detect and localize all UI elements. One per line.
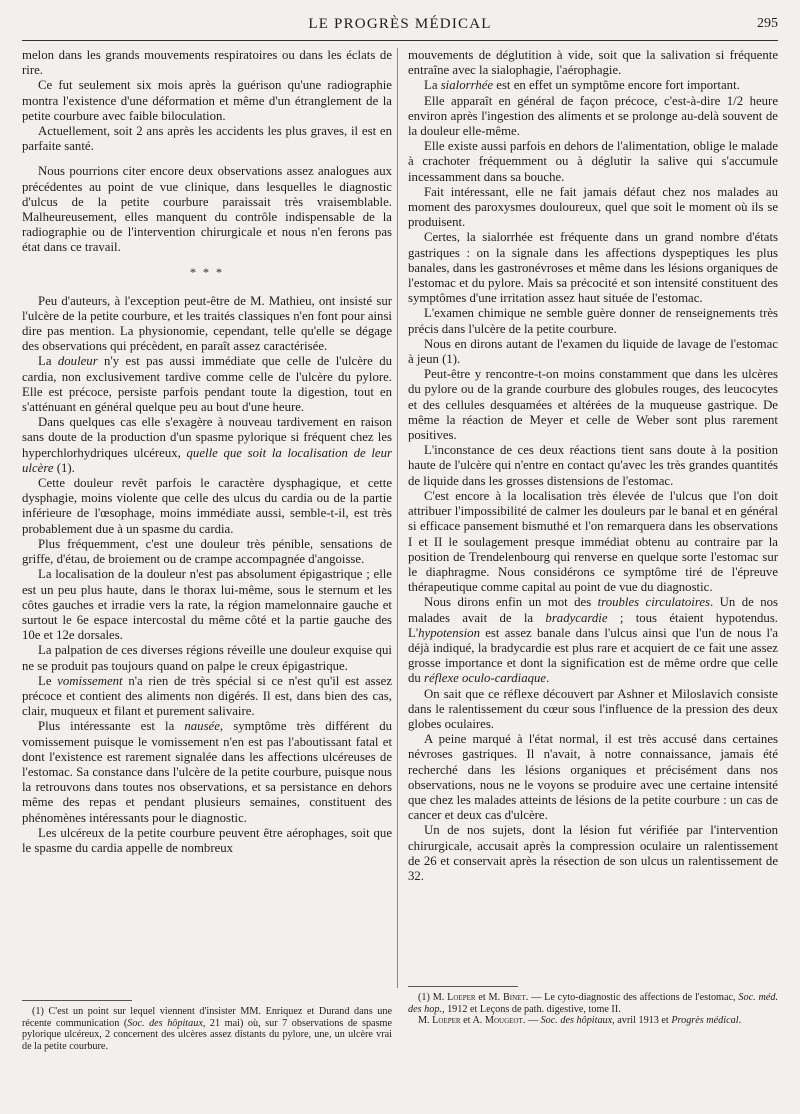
footnote: (1) M. Loeper et M. Binet. — Le cyto-diagnostic des affections de l'estomac, Soc. méd. des hop., 1912 et Leçons de path. digestive, tome II.	[408, 992, 778, 1015]
paragraph: Dans quelques cas elle s'exagère à nouveau tardivement en raison sans doute de la production d'un spasme pylorique si fréquent chez les hyperchlorhydriques ulcéreux, quelle que soit la localisation de leur ulcère (1).	[22, 415, 392, 475]
footnote-rule	[22, 1000, 132, 1001]
emphasis: réflexe oculo-cardiaque	[424, 671, 547, 686]
paragraph: Nous en dirons autant de l'examen du liquide de lavage de l'estomac à jeun (1).	[408, 336, 778, 367]
footnote: M. Loeper et A. Mougeot. — Soc. des hôpitaux, avril 1913 et Progrès médical.	[418, 1015, 742, 1026]
paragraph: La palpation de ces diverses régions réveille une douleur exquise qui ne se produit pas toujours quand on palpe le creux épigastrique.	[22, 643, 392, 673]
paragraph: Peu d'auteurs, à l'exception peut-être de M. Mathieu, ont insisté sur l'ulcère de la petite courbure, et les traités classiques n'en font pour ainsi dire pas mention. La physionomie, cependant, telle qu'elle se dégage des observations qui précèdent, en paraît assez caractérisée.	[22, 293, 392, 354]
header-rule	[22, 40, 778, 41]
paragraph: A peine marqué à l'état normal, il est très accusé dans certaines névroses gastriques. Il n'avait, à notre connaissance, jamais été recherché dans les lésions organiques et précisément dans nos observations, nous ne le voyons se produire avec une certaine intensité que chez les malades atteints de lésions de la petite courbure : un cas de cancer et deux cas d'ulcère.	[408, 732, 778, 823]
page-header	[22, 16, 778, 38]
paragraph: C'est encore à la localisation très élevée de l'ulcus que l'on doit attribuer l'impossibilité de calmer les douleurs par le banal et en général si efficace pansement bismuthé et l'on remarquera dans les observations I et II le soulagement presque immédiat obtenu au contraire par la position de Trendelenbourg qui renverse en quelque sorte l'estomac sur le diaphragme. Nous considérons ce symptôme tiré de l'épreuve thérapeutique comme capital au point de vue du diagnostic.	[408, 488, 778, 595]
paragraph: Plus intéressante est la nausée, symptôme très différent du vomissement puisque le vomissement n'en est pas l'aboutissant fatal et dont l'existence est rarement signalée dans les affections ulcéreuses de l'estomac. Sa constance dans l'ulcère de la petite courbure, puisque nous la retrouvons dans toutes nos observations, et sa persistance en dehors même des repas et pendant plusieurs semaines, constituent des phénomènes intéressants pour le diagnostic.	[22, 719, 392, 825]
right-footnotes	[408, 992, 778, 1027]
paragraph: mouvements de déglutition à vide, soit que la salivation si fréquente entraîne avec la sialophagie, l'aérophagie.	[408, 48, 778, 78]
paragraph: Un de nos sujets, dont la lésion fut vérifiée par l'intervention chirurgicale, accusait après la compression oculaire un ralentissement de 26 et conservait après la résection de son ulcus un ralentissement de 32.	[408, 823, 778, 883]
emphasis: bradycardie	[545, 610, 608, 625]
left-column	[22, 48, 392, 856]
section-asterism: * * *	[190, 264, 224, 279]
paragraph: Certes, la sialorrhée est fréquente dans un grand nombre d'états gastriques : on la signale dans les affections dyspeptiques les plus banales, dans les gastronévroses et même dans les lésions organiques de l'estomac et du pylore. Mais sa précocité et son intensité constituent des symptômes d'une irritation assez haut située de l'estomac.	[408, 230, 778, 306]
emphasis: quelle que soit la localisation de leur ulcère	[22, 445, 392, 475]
paragraph: Le vomissement n'a rien de très spécial si ce n'est qu'il est assez précoce et contient des aliments non digérés. Il est, dans bien des cas, clair, muqueux et filant et purement salivaire.	[22, 673, 392, 719]
paragraph: Fait intéressant, elle ne fait jamais défaut chez nos malades au moment des paroxysmes douloureux, quel que soit le moment où ils se produisent.	[408, 184, 778, 230]
emphasis: vomissement	[57, 673, 123, 688]
paragraph: On sait que ce réflexe découvert par Ashner et Miloslavich consiste dans le ralentissement du cœur sous l'influence de la pression des deux globes oculaires.	[408, 686, 778, 731]
paragraph: Elle existe aussi parfois en dehors de l'alimentation, oblige le malade à crachoter fréquemment ou à déglutir la salive qui s'accumule incessamment dans sa bouche.	[408, 139, 778, 184]
paragraph: Elle apparaît en général de façon précoce, c'est-à-dire 1/2 heure environ après l'ingestion des aliments et se prolonge au-delà souvent de la douleur elle-même.	[408, 93, 778, 139]
column-divider	[397, 48, 398, 988]
paragraph: L'inconstance de ces deux réactions tient sans doute à la position haute de l'ulcère qui n'entre en contact qu'avec les très grandes quantités de liquide dans les grosses distensions de l'estomac.	[408, 443, 778, 488]
paragraph: La douleur n'y est pas aussi immédiate que celle de l'ulcère du cardia, non exclusivement tardive comme celle de l'ulcère du pylore. Elle est précoce, persiste parfois pendant toute la digestion, tout en s'atténuant en général quelque peu au bout d'une heure.	[22, 354, 392, 415]
paragraph: La localisation de la douleur n'est pas absolument épigastrique ; elle est un peu plus haute, dans le thorax lui-même, sous le sternum et les côtes gauches et irradie vers la rate, la région mamelonnaire gauche et surtout le 6e espace intercostal du même côté et la partie gauche des 10e et 12e dorsales.	[22, 567, 392, 643]
footnote: (1) C'est un point sur lequel viennent d'insister MM. Enriquez et Durand dans une récente communication (Soc. des hôpitaux, 21 mai) où, sur 7 observations de spasme pylorique ulcéreux, 2 concernent des ulcères assez distants du pylore, une, un ulcère vrai de la petite courbure.	[22, 1006, 392, 1052]
running-title: LE PROGRÈS MÉDICAL	[308, 16, 492, 32]
emphasis: sialorrhée	[440, 78, 494, 93]
paragraph: melon dans les grands mouvements respiratoires ou dans les éclats de rire.	[22, 48, 392, 78]
paragraph: Cette douleur revêt parfois le caractère dysphagique, et cette dysphagie, moins violente que celle des ulcus du cardia ou de la partie inférieure de l'œsophage, moins immédiate aussi, semble-t-il, est très probablement due à un spasme du cardia.	[22, 476, 392, 536]
paragraph: Ce fut seulement six mois après la guérison qu'une radiographie montra l'existence d'une déformation et même d'un étranglement de la petite courbure avec faible biloculation.	[22, 78, 392, 123]
paragraph: L'examen chimique ne semble guère donner de renseignements très précis dans l'ulcère de la petite courbure.	[408, 306, 778, 336]
paragraph: Nous pourrions citer encore deux observations assez analogues aux précédentes au point de vue clinique, dans lesquelles le diagnostic d'ulcus de la petite courbure paraissait très vraisemblable. Malheureusement, elles manquent du contrôle indispensable de la radiographie ou de l'intervention chirurgicale et nous n'en ferons pas état dans ce travail.	[22, 164, 392, 255]
emphasis: douleur	[57, 354, 98, 369]
emphasis: troubles circulatoires	[597, 595, 711, 610]
paragraph: La sialorrhée est en effet un symptôme encore fort important.	[424, 78, 740, 93]
paragraph: Les ulcéreux de la petite courbure peuvent être aérophages, soit que le spasme du cardia appelle de nombreux	[22, 825, 392, 855]
footnote-rule	[408, 986, 518, 987]
paragraph: Nous dirons enfin un mot des troubles circulatoires. Un de nos malades avait de la bradycardie ; tous étaient hypotendus. L'hypotension est assez banale dans l'ulcus ainsi que l'un de nous l'a déjà indiqué, la bradycardie est plus rare et acquiert de ce fait une assez grosse importance et dont la signification est de même ordre que celle du réflexe oculo-cardiaque.	[408, 595, 779, 686]
paragraph: Peut-être y rencontre-t-on moins constamment que dans les ulcères du pylore ou de la grande courbure des globules rouges, des leucocytes et des cellules desquamées et altérées de la muqueuse gastrique. De même la réaction de Meyer et celle de Weber sont plus rarement positives.	[408, 367, 778, 443]
page-number: 295	[757, 16, 778, 31]
paragraph: Actuellement, soit 2 ans après les accidents les plus graves, il est en parfaite santé.	[22, 124, 392, 154]
left-footnotes	[22, 1006, 392, 1052]
paragraph: Plus fréquemment, c'est une douleur très pénible, sensations de griffe, d'étau, de broiement ou de crampe accompagnée d'angoisse.	[22, 536, 392, 567]
emphasis: nausée	[184, 719, 220, 734]
emphasis: hypotension	[418, 625, 480, 640]
right-column	[408, 48, 778, 884]
